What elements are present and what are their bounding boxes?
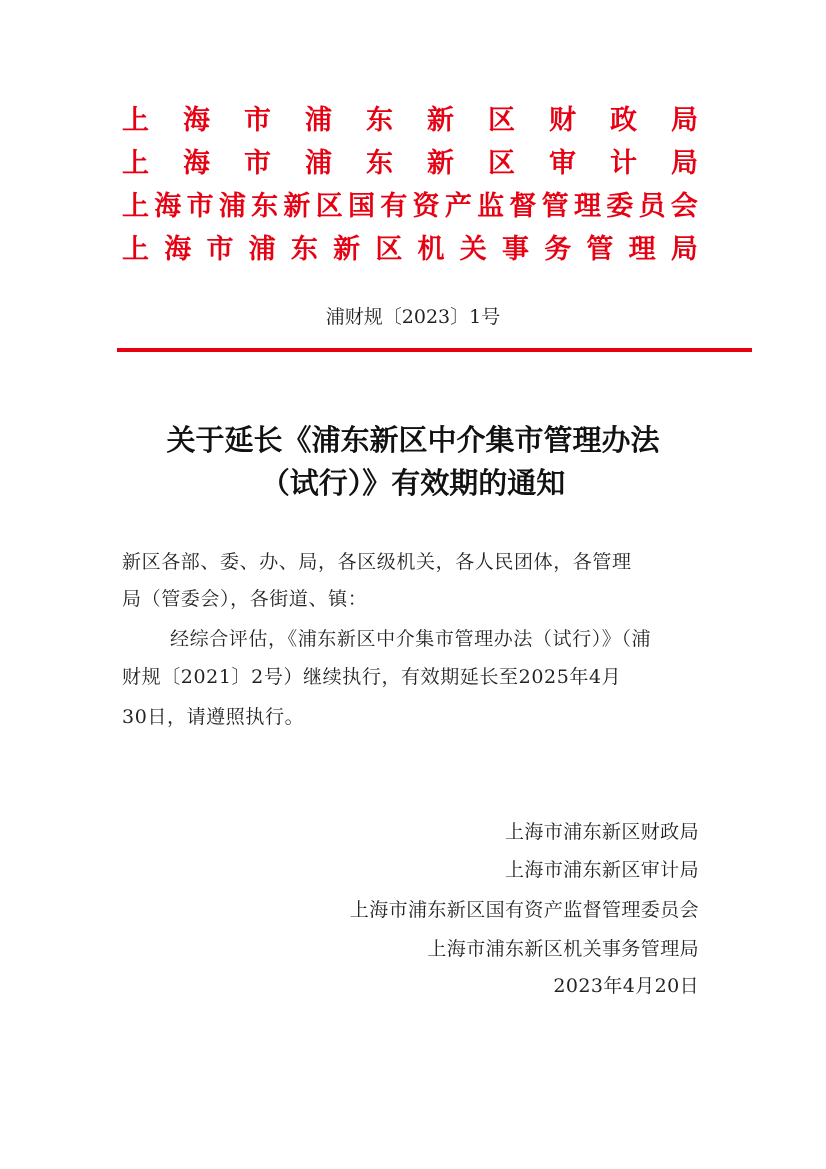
signature-finance-bureau: 上海市浦东新区财政局 <box>504 821 699 843</box>
issuer-char: 有 <box>380 191 408 222</box>
issuer-char: 会 <box>670 191 698 222</box>
issuer-char: 市 <box>244 105 271 136</box>
issuer-finance-bureau <box>122 101 698 141</box>
issuer-char: 东 <box>251 191 279 222</box>
issuer-char: 浦 <box>305 148 332 179</box>
issuer-char: 审 <box>549 148 576 179</box>
issuer-char: 新 <box>427 148 454 179</box>
issuer-char: 机 <box>417 234 445 265</box>
issuer-char: 局 <box>671 105 698 136</box>
issuer-sasac <box>122 187 698 227</box>
signature-audit-bureau: 上海市浦东新区审计局 <box>504 859 699 881</box>
issuer-char: 海 <box>183 148 210 179</box>
issuer-char: 区 <box>488 148 515 179</box>
signature-affairs-bureau: 上海市浦东新区机关事务管理局 <box>427 938 699 960</box>
issuer-char: 上 <box>122 191 149 222</box>
issuer-char: 务 <box>544 234 572 265</box>
issuer-char: 监 <box>477 191 505 222</box>
issuer-char: 督 <box>509 191 537 222</box>
issuer-char: 政 <box>610 105 637 136</box>
issuer-char: 计 <box>610 148 637 179</box>
issuer-char: 事 <box>501 234 529 265</box>
document-number: 浦财规〔2023〕1号 <box>325 306 501 328</box>
issuer-char: 浦 <box>305 105 332 136</box>
issuer-char: 理 <box>573 191 601 222</box>
issuer-char: 海 <box>154 191 182 222</box>
issuer-char: 海 <box>164 234 192 265</box>
issuer-char: 委 <box>606 191 634 222</box>
issuer-char: 东 <box>290 234 318 265</box>
issue-date: 2023年4月20日 <box>553 975 699 997</box>
issuer-audit-bureau <box>122 144 698 184</box>
issuer-char: 浦 <box>218 191 246 222</box>
issuer-char: 新 <box>427 105 454 136</box>
issuer-char: 理 <box>628 234 656 265</box>
issuer-char: 东 <box>366 105 393 136</box>
issuer-char: 上 <box>122 105 149 136</box>
issuer-char: 市 <box>186 191 214 222</box>
issuer-char: 新 <box>333 234 361 265</box>
issuer-char: 新 <box>283 191 311 222</box>
document-title-line-1: 关于延长《浦东新区中介集市管理办法 <box>166 423 660 457</box>
issuer-char: 资 <box>412 191 440 222</box>
issuer-char: 管 <box>586 234 614 265</box>
issuer-char: 关 <box>459 234 487 265</box>
issuer-char: 局 <box>671 148 698 179</box>
issuer-char: 海 <box>183 105 210 136</box>
issuer-char: 国 <box>347 191 375 222</box>
issuer-char: 员 <box>638 191 666 222</box>
document-title-line-2: （试行）》有效期的通知 <box>260 466 566 500</box>
issuer-char: 上 <box>122 234 149 265</box>
issuer-char: 财 <box>549 105 576 136</box>
body-paragraph-line-1 <box>122 625 707 653</box>
issuer-char: 浦 <box>248 234 276 265</box>
issuer-char: 区 <box>488 105 515 136</box>
issuer-char: 管 <box>541 191 569 222</box>
salutation-line-2: 局（管委会），各街道、镇： <box>122 588 368 610</box>
issuer-affairs-bureau <box>122 230 698 270</box>
red-divider-line <box>117 348 752 352</box>
body-paragraph-line-3: 30日，请遵照执行。 <box>122 706 305 728</box>
issuer-char: 上 <box>122 148 149 179</box>
issuer-char: 局 <box>670 234 698 265</box>
issuer-char: 产 <box>444 191 472 222</box>
salutation-line-1: 新区各部、委、办、局，各区级机关，各人民团体，各管理 <box>122 551 632 573</box>
issuer-char: 市 <box>206 234 234 265</box>
issuer-char: 市 <box>244 148 271 179</box>
issuer-char: 区 <box>315 191 343 222</box>
issuer-char: 区 <box>375 234 403 265</box>
body-paragraph-line-2: 财规〔2021〕2号）继续执行，有效期延长至2025年4月 <box>122 666 622 688</box>
signature-sasac: 上海市浦东新区国有资产监督管理委员会 <box>349 899 699 921</box>
body-paragraph-line-1-text: 经综合评估，《浦东新区中介集市管理办法（试行）》（浦 <box>170 628 652 650</box>
issuer-char: 东 <box>366 148 393 179</box>
